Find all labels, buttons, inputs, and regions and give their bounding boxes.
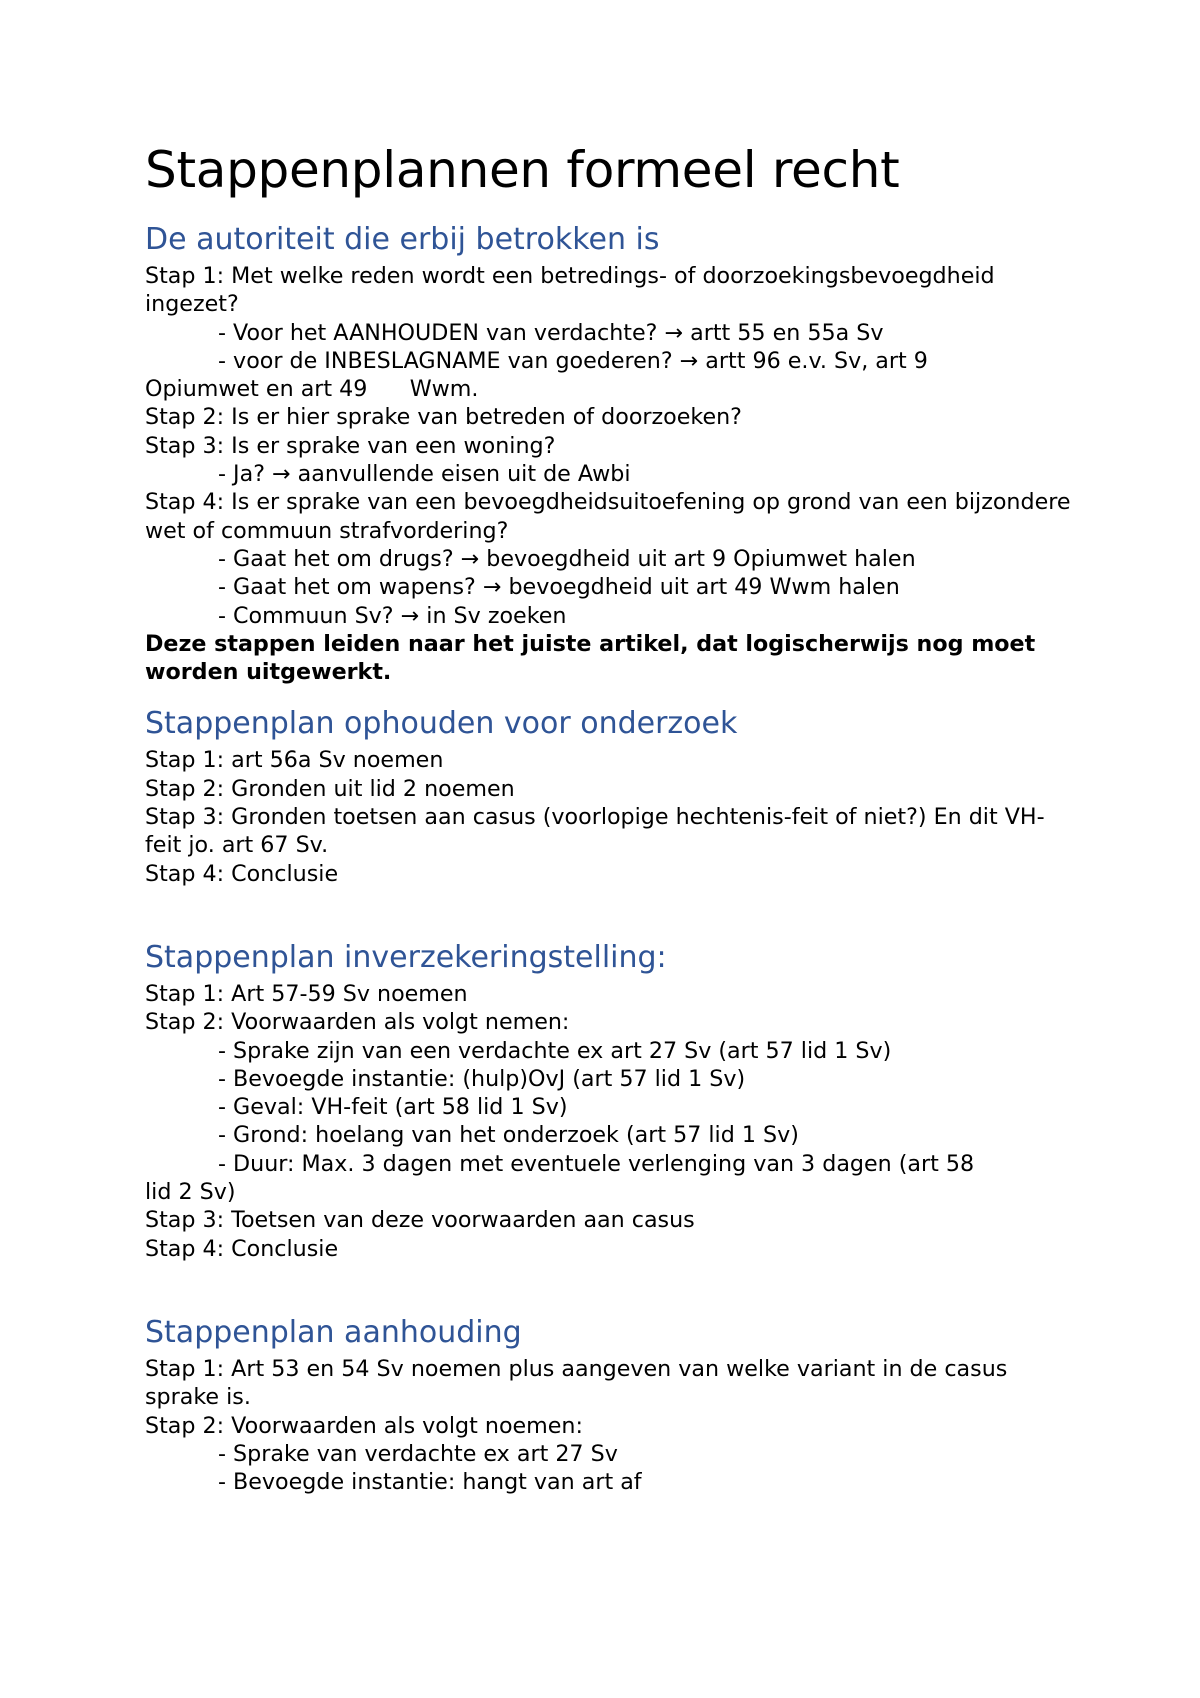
document-title: Stappenplannen formeel recht: [145, 141, 900, 199]
bullet-line: - Grond: hoelang van het onderzoek (art 57 lid 1 Sv): [218, 1122, 799, 1149]
text-line: Stap 1: art 56a Sv noemen: [145, 747, 444, 774]
document-body: [145, 222, 1080, 1496]
text-line: Stap 2: Voorwaarden als volgt noemen:: [145, 1412, 583, 1439]
section-heading: Stappenplan inverzekeringstelling:: [145, 939, 667, 975]
text-line: Stap 3: Is er sprake van een woning?: [145, 432, 556, 459]
bullet-line: - Voor het AANHOUDEN van verdachte? → artt 55 en 55a Sv: [218, 319, 884, 346]
section: [145, 940, 1080, 1263]
text-line: Stap 2: Is er hier sprake van betreden of doorzoeken?: [145, 404, 742, 431]
section-heading: Stappenplan aanhouding: [145, 1314, 522, 1350]
text-line: Opiumwet en art 49 Wwm.: [145, 376, 479, 403]
text-line: Stap 4: Conclusie: [145, 860, 339, 887]
text-line: Stap 3: Gronden toetsen aan casus (voorlopige hechtenis-feit of niet?) En dit VH-feit jo. art 67 Sv.: [145, 804, 1045, 859]
section-heading: De autoriteit die erbij betrokken is: [145, 222, 660, 257]
text-line: Stap 4: Conclusie: [145, 1235, 339, 1262]
text-line: Stap 2: Voorwaarden als volgt nemen:: [145, 1009, 570, 1036]
text-line: Stap 1: Met welke reden wordt een betredings- of doorzoekingsbevoegdheid ingezet?: [145, 263, 1002, 318]
section: [145, 222, 1080, 686]
bullet-line: - Sprake van verdachte ex art 27 Sv: [218, 1440, 618, 1467]
bullet-line: - Geval: VH-feit (art 58 lid 1 Sv): [218, 1094, 568, 1121]
section-heading: Stappenplan ophouden voor onderzoek: [145, 706, 738, 742]
bullet-line: - Duur: Max. 3 dagen met eventuele verlenging van 3 dagen (art 58: [218, 1150, 975, 1177]
section: [145, 706, 1080, 887]
bullet-line: - Gaat het om drugs? → bevoegdheid uit art 9 Opiumwet halen: [218, 545, 916, 572]
text-line: Stap 2: Gronden uit lid 2 noemen: [145, 775, 515, 802]
section: [145, 1315, 1080, 1496]
text-line: Stap 3: Toetsen van deze voorwaarden aan casus: [145, 1207, 695, 1234]
bullet-line: - Bevoegde instantie: hangt van art af: [218, 1469, 642, 1496]
text-line: lid 2 Sv): [145, 1179, 236, 1206]
bullet-line: - Ja? → aanvullende eisen uit de Awbi: [218, 461, 631, 488]
text-line: Stap 1: Art 57-59 Sv noemen: [145, 980, 468, 1007]
bullet-line: - Sprake zijn van een verdachte ex art 27 Sv (art 57 lid 1 Sv): [218, 1037, 892, 1064]
bullet-line: - Gaat het om wapens? → bevoegdheid uit art 49 Wwm halen: [218, 574, 900, 601]
bullet-line: - Bevoegde instantie: (hulp)OvJ (art 57 lid 1 Sv): [218, 1065, 746, 1092]
bold-note: Deze stappen leiden naar het juiste artikel, dat logischerwijs nog moet worden uitgewerkt.: [145, 630, 1043, 686]
text-line: Stap 1: Art 53 en 54 Sv noemen plus aangeven van welke variant in de casus sprake is.: [145, 1355, 1015, 1411]
bullet-line: - voor de INBESLAGNAME van goederen? → artt 96 e.v. Sv, art 9: [218, 347, 928, 374]
bullet-line: - Commuun Sv? → in Sv zoeken: [218, 602, 567, 629]
text-line: Stap 4: Is er sprake van een bevoegdheidsuitoefening op grond van een bijzondere wet of commuun strafvordering?: [145, 489, 1078, 544]
